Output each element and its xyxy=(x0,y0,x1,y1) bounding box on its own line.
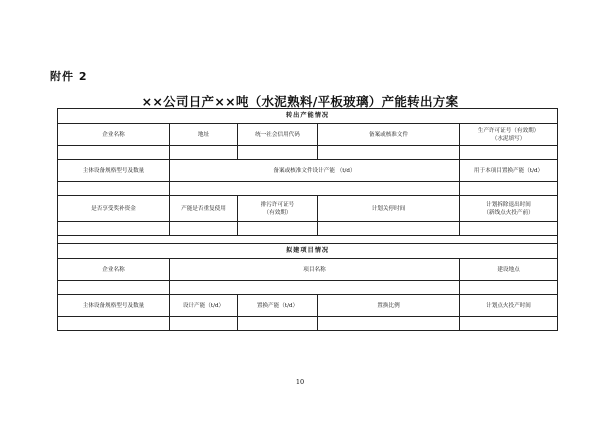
label-shutdown-time: 计划关停时间 xyxy=(318,196,460,222)
label-production-license xyxy=(460,124,558,146)
label-company-name: 企业名称 xyxy=(58,124,170,146)
label-proposed-equipment: 主体设备规格型号及数量 xyxy=(58,295,170,317)
blank-cell xyxy=(170,222,238,236)
license-line-1: 生产许可证号（有效期） xyxy=(477,127,540,134)
blank-cell xyxy=(460,317,558,331)
blank-row xyxy=(58,146,558,160)
license-line-2: （水泥填写） xyxy=(491,135,526,142)
label-filing-capacity: 备案或核准文件设计产能 （t/d） xyxy=(170,160,460,182)
blank-cell xyxy=(318,222,460,236)
blank-row xyxy=(58,317,558,331)
proposed-section-title: 拟建项目情况 xyxy=(58,244,558,259)
blank-row xyxy=(58,182,558,196)
page-number: 10 xyxy=(295,378,305,386)
label-project-name: 项目名称 xyxy=(170,259,460,281)
label-filing-doc: 备案或核准文件 xyxy=(318,124,460,146)
demolition-line-2: （新线点火投产前） xyxy=(483,209,534,216)
blank-row xyxy=(58,281,558,295)
label-replacement-ratio: 置换比例 xyxy=(318,295,460,317)
label-equipment: 主体设备规格型号及数量 xyxy=(58,160,170,182)
blank-cell xyxy=(238,222,318,236)
document-title: ××公司日产××吨（水泥熟料/平板玻璃）产能转出方案 xyxy=(141,94,459,109)
blank-row xyxy=(58,222,558,236)
table-row xyxy=(58,196,558,222)
label-replacement-capacity: 用于本项目置换产能（t/d） xyxy=(460,160,558,182)
section-header-row xyxy=(58,244,558,259)
blank-cell xyxy=(58,236,558,244)
blank-cell xyxy=(238,146,318,160)
blank-cell xyxy=(460,222,558,236)
spacer-row xyxy=(58,236,558,244)
blank-cell xyxy=(58,222,170,236)
table-row xyxy=(58,295,558,317)
blank-cell xyxy=(58,317,170,331)
section-header-row xyxy=(58,109,558,124)
blank-cell xyxy=(170,317,238,331)
blank-cell xyxy=(460,146,558,160)
blank-cell xyxy=(58,146,170,160)
label-design-capacity: 设计产能（t/d） xyxy=(170,295,238,317)
table-row xyxy=(58,259,558,281)
blank-cell xyxy=(58,182,170,196)
permit-line-1: 排污许可证号 xyxy=(260,201,295,208)
label-proposed-replacement-capacity: 置换产能（t/d） xyxy=(238,295,318,317)
blank-cell xyxy=(170,146,238,160)
demolition-line-1: 计划拆除退出时间 xyxy=(486,201,531,208)
blank-cell xyxy=(318,317,460,331)
label-reused: 产能是否重复使用 xyxy=(170,196,238,222)
blank-cell xyxy=(238,317,318,331)
transfer-section-title: 转出产能情况 xyxy=(58,109,558,124)
table-row xyxy=(58,160,558,182)
blank-cell xyxy=(318,146,460,160)
label-subsidy: 是否享受奖补资金 xyxy=(58,196,170,222)
blank-cell xyxy=(460,182,558,196)
capacity-transfer-table xyxy=(57,108,558,331)
blank-cell xyxy=(170,281,460,295)
blank-cell xyxy=(58,281,170,295)
attachment-label: 附件 2 xyxy=(50,70,88,83)
label-ignition-time: 计划点火投产时间 xyxy=(460,295,558,317)
label-discharge-permit xyxy=(238,196,318,222)
table-row xyxy=(58,124,558,146)
label-demolition-time xyxy=(460,196,558,222)
permit-line-2: （有效期） xyxy=(263,209,292,216)
label-credit-code: 统一社会信用代码 xyxy=(238,124,318,146)
label-site: 建设地点 xyxy=(460,259,558,281)
blank-cell xyxy=(460,281,558,295)
label-proposed-company: 企业名称 xyxy=(58,259,170,281)
blank-cell xyxy=(170,182,460,196)
label-address: 地址 xyxy=(170,124,238,146)
